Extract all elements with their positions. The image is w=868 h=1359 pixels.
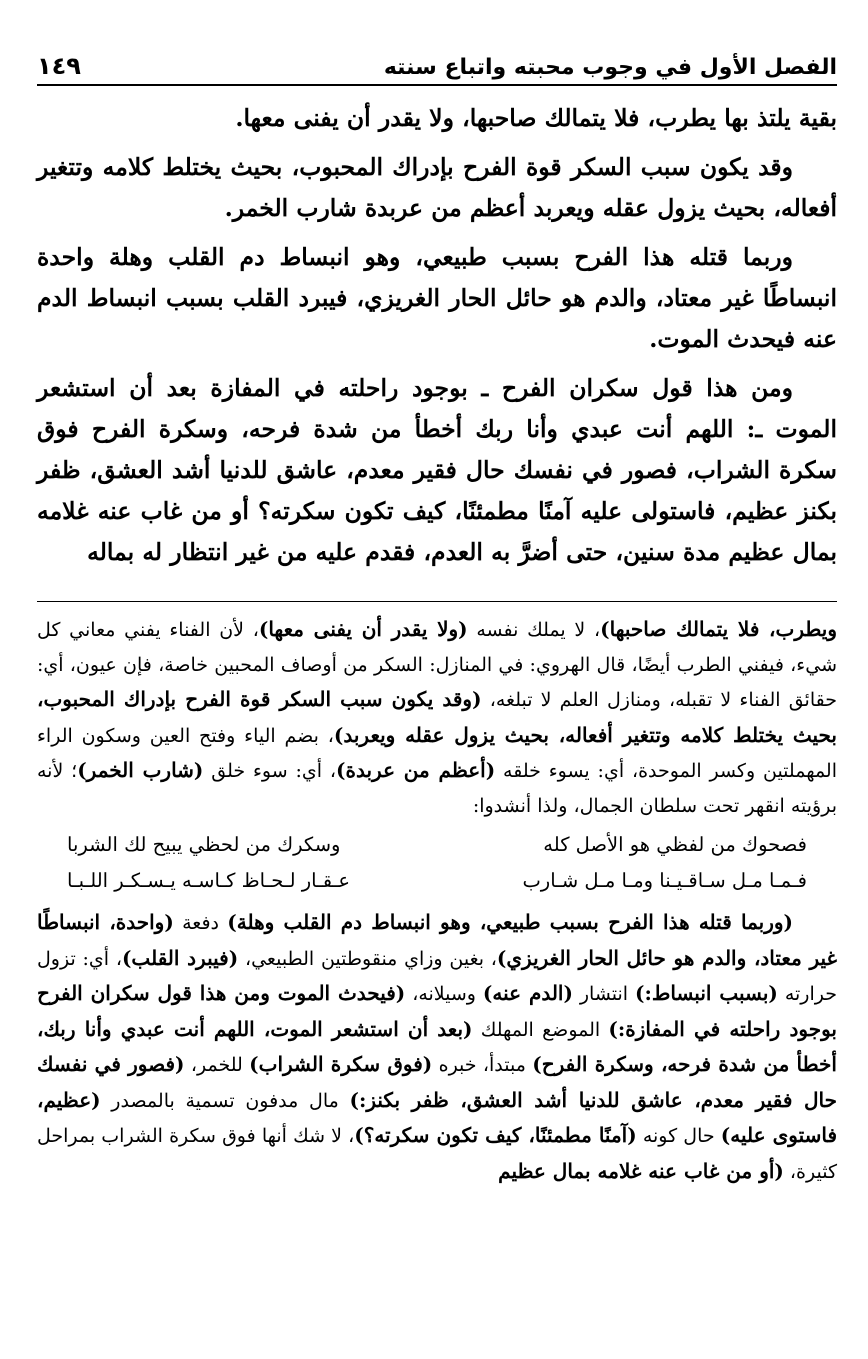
main-paragraph: وقد يكون سبب السكر قوة الفرح بإدراك المحبوب، بحيث يختلط كلامه وتتغير أفعاله، بحيث يزول عقله ويعربد أعظم من عربدة شارب الخمر. xyxy=(37,153,837,222)
quoted-matn: (فيحدث الموت ومن هذا قول سكران الفرح بوجود راحلته في المفازة:) xyxy=(37,981,837,1041)
commentary-text: ، بضم الياء وفتح العين وسكون الراء المهملتين وكسر الموحدة، أي: يسوء خلقه xyxy=(37,724,837,782)
commentary-text: انتشار xyxy=(572,983,636,1005)
commentary-text: للخمر، xyxy=(184,1054,250,1076)
poem-verse xyxy=(37,827,837,863)
poem xyxy=(37,827,837,899)
quoted-matn: (أو من غاب عنه غلامه بمال عظيم xyxy=(498,1158,784,1183)
quoted-matn: ويطرب، فلا يتمالك صاحبها) xyxy=(600,617,837,641)
main-paragraph: ومن هذا قول سكران الفرح ـ بوجود راحلته في المفازة بعد أن استشعر الموت ـ: اللهم أنت عبدي وأنا ربك أخطأ من شدة فرحه، وسكرة الفرح فوق سكرة الشراب، فصور في نفسك حال فقير معدم، عاشق للدنيا أشد العشق، ظفر بكنز عظيم، فاستولى عليه آمنًا مطمئنًا، كيف تكون سكرته؟ أو من غاب عنه غلامه بمال عظيم مدة سنين، حتى أضرَّ به العدم، فقدم عليه من غير انتظار له بماله xyxy=(37,374,837,566)
commentary-text: دفعة xyxy=(173,912,228,934)
quoted-matn: (فيبرد القلب) xyxy=(121,945,239,970)
verse-hemistich: فصحوك من لفظي هو الأصل كله xyxy=(543,833,807,856)
commentary-paragraph xyxy=(37,905,837,1189)
commentary-text: ؛ لأنه برؤيته انقهر تحت سلطان الجمال، ولذا أنشدوا: xyxy=(37,760,837,817)
book-page xyxy=(37,0,837,1359)
main-paragraph: بقية يلتذ بها يطرب، فلا يتمالك صاحبها، ولا يقدر أن يفنى معها. xyxy=(235,104,837,132)
quoted-matn: (آمنًا مطمئنًا، كيف تكون سكرته؟) xyxy=(354,1123,637,1147)
commentary-text: ، أي: سوء خلق xyxy=(203,760,337,782)
commentary-text: حال كونه xyxy=(636,1125,721,1147)
verse-hemistich: وسكرك من لحظي يبيح لك الشربا xyxy=(67,833,341,856)
quoted-matn: (بعد أن استشعر الموت، اللهم أنت عبدي وأنا ربك، أخطأ من شدة فرحه، وسكرة الفرح) xyxy=(37,1016,837,1076)
footnote-divider xyxy=(37,601,837,602)
quoted-matn: (وربما قتله هذا الفرح بسبب طبيعي، وهو انبساط دم القلب وهلة) xyxy=(227,910,793,934)
commentary-text: ، أي: تزول حرارته xyxy=(37,947,837,1005)
commentary-paragraph xyxy=(37,612,837,823)
commentary-text: ، بغين وزاي منقوطتين الطبيعي، xyxy=(238,947,497,970)
page-number: ١٤٩ xyxy=(37,52,81,80)
commentary-text: ، لأن الفناء يفني معاني كل شيء، فيفني الطرب أيضًا، قال الهروي: في المنازل: السكر من أوصاف المحبين خاصة، فإن عيون، أي: حقائق الفناء لا تقبله، ومنازل العلم لا تبلغه، xyxy=(37,619,837,711)
quoted-matn: (فوق سكرة الشراب) xyxy=(249,1052,433,1076)
quoted-matn: (شارب الخمر) xyxy=(77,758,204,782)
quoted-matn: (فصور في نفسك حال فقير معدم، عاشق للدنيا أشد العشق، ظفر بكنز:) xyxy=(37,1052,837,1112)
main-paragraph: وربما قتله هذا الفرح بسبب طبيعي، وهو انبساط دم القلب وهلة واحدة انبساطًا غير معتاد، والدم هو حائل الحار الغريزي، فيبرد القلب بسبب انبساط الدم عنه فيحدث الموت. xyxy=(37,243,837,353)
verse-hemistich: فـمـا مـل سـاقـيـنا ومـا مـل شـارب xyxy=(522,869,807,892)
quoted-matn: (واحدة، انبساطًا غير معتاد، والدم هو حائل الحار الغريزي) xyxy=(37,910,838,970)
quoted-matn: (عظيم، فاستوى عليه) xyxy=(37,1087,838,1147)
quoted-matn: (أعظم من عربدة) xyxy=(336,758,496,782)
commentary-text: ، لا يملك نفسه xyxy=(467,619,601,641)
quoted-matn: (الدم عنه) xyxy=(482,981,573,1005)
verse-hemistich: عـقـار لـحـاظ كـاسـه يـسـكـر اللـبـا xyxy=(67,869,351,892)
commentary-text: مبتدأ، خبره xyxy=(432,1054,533,1076)
chapter-title: الفصل الأول في وجوب محبته واتباع سنته xyxy=(383,55,837,80)
quoted-matn: (وقد يكون سبب السكر قوة الفرح بإدراك المحبوب، بحيث يختلط كلامه وتتغير أفعاله، بحيث يزول عقله ويعربد) xyxy=(37,687,837,747)
quoted-matn: (ولا يقدر أن يفنى معها) xyxy=(258,617,468,641)
commentary-text: وسيلانه، xyxy=(405,983,483,1005)
poem-verse xyxy=(37,863,837,899)
commentary-text: ، لا شك أنها فوق سكرة الشراب بمراحل كثيرة، xyxy=(37,1125,837,1183)
commentary-text: الموضع المهلك xyxy=(472,1018,609,1041)
quoted-matn: (بسبب انبساط:) xyxy=(635,981,778,1005)
commentary xyxy=(37,612,837,1189)
main-text xyxy=(37,98,837,581)
page-header xyxy=(37,40,837,86)
commentary-text: مال مدفون تسمية بالمصدر xyxy=(100,1089,350,1112)
